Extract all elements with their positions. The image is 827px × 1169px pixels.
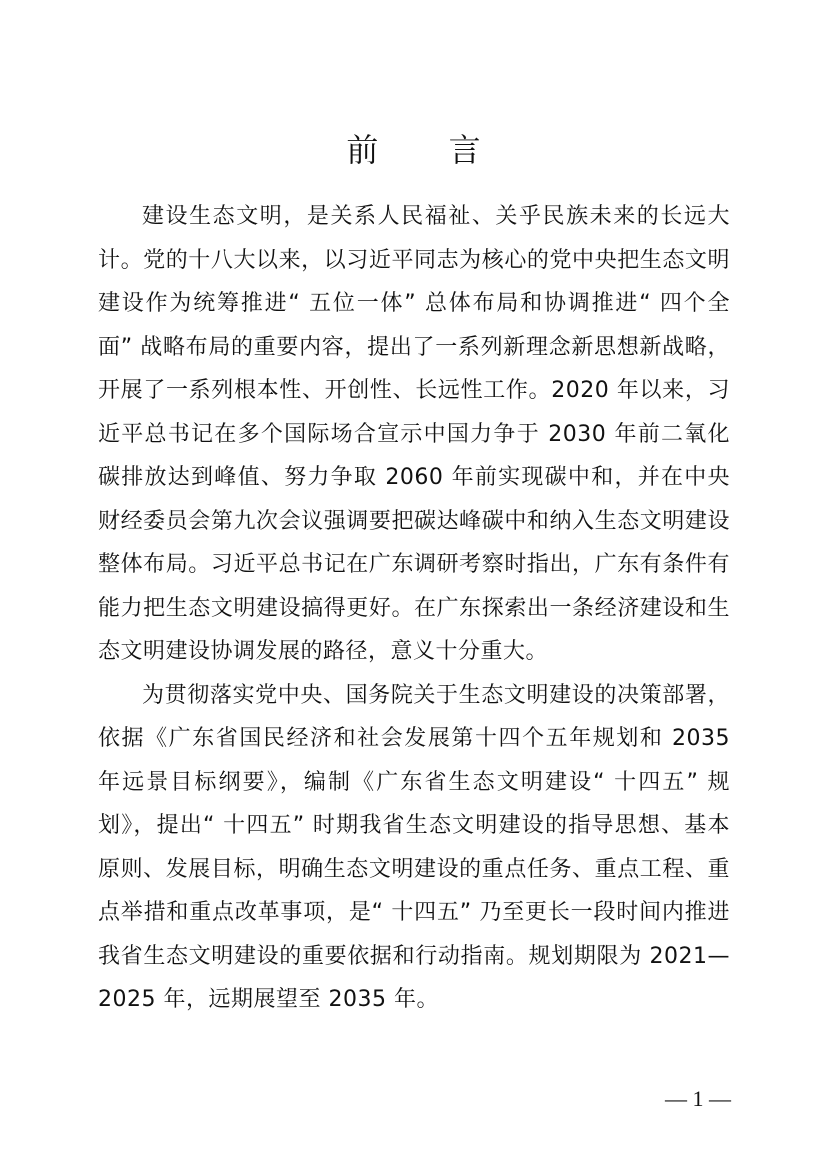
page-number: — 1 — — [665, 1086, 731, 1111]
paragraph-1: 建设生态文明，是关系人民福祉、关乎民族未来的长远大计。党的十八大以来，以习近平同志为核心的党中央把生态文明建设作为统筹推进“ 五位一体” 总体布局和协调推进“ 四个全面” 战略布局的重要内容，提出了一系列新理念新思想新战略，开展了一系列根本性、开创性、长远性工作。2020 年以来，习近平总书记在多个国际场合宣示中国力争于 2030 年前二氧化碳排放达到峰值、努力争取 2060 年前实现碳中和，并在中央财经委员会第九次会议强调要把碳达峰碳中和纳入生态文明建设整体布局。习近平总书记在广东调研考察时指出，广东有条件有能力把生态文明建设搞得更好。在广东探索出一条经济建设和生态文明建设协调发展的路径，意义十分重大。 — [98, 204, 730, 664]
page-title: 前 言 — [346, 131, 511, 169]
paragraph-2: 为贯彻落实党中央、国务院关于生态文明建设的决策部署，依据《广东省国民经济和社会发展第十四个五年规划和 2035 年远景目标纲要》，编制《广东省生态文明建设“ 十四五” 规划》，提出“ 十四五” 时期我省生态文明建设的指导思想、基本原则、发展目标，明确生态文明建设的重点任务、重点工程、重点举措和重点改革事项，是“ 十四五” 乃至更长一段时间内推进我省生态文明建设的重要依据和行动指南。规划期限为 2021—2025 年，远期展望至 2035 年。 — [98, 682, 730, 1012]
body-text — [98, 195, 730, 1022]
